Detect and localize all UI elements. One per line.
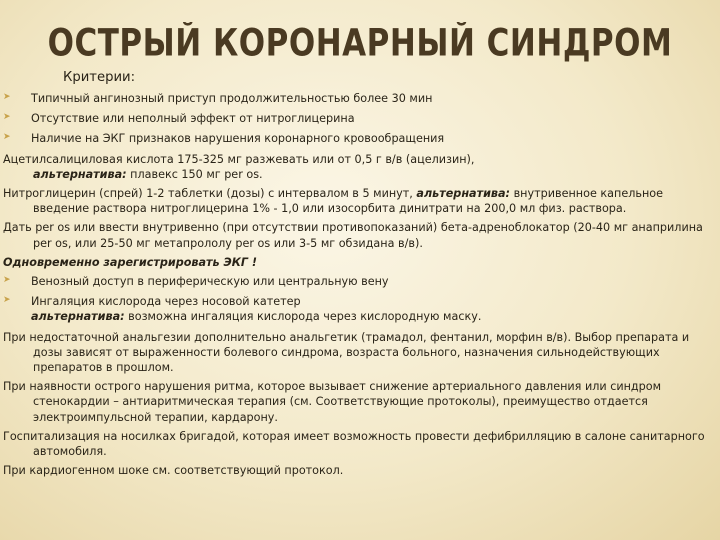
- beta-blocker-paragraph: Дать per os или ввести внутривенно (при отсутствии противопоказаний) бета-адреноблокатор (20-40 мг анаприлина per os, или 25-50 мг метапрололу per os или 3-5 мг обзидана в/в).: [3, 221, 703, 250]
- arrhythmia-paragraph: При наявности острого нарушения ритма, которое вызывает снижение артериального давления или синдром стенокардии – антиаритмическая терапия (см. Соответствующие протоколы), преимущество отдается электроимпульсной терапии, кардарону.: [3, 380, 662, 424]
- bullet-arrow-icon: ➤: [3, 112, 11, 123]
- nitro-alternative-text: внутривенное капельное введение раствора нитроглицерина 1% - 1,0 или изосорбита динитрати на 200,0 мл физ. раствора.: [33, 187, 663, 216]
- criteria-text: Отсутствие или неполный эффект от нитроглицерина: [31, 112, 355, 126]
- hospitalization-paragraph: Госпитализация на носилках бригадой, которая имеет возможность провести дефибрилляцию в салоне санитарного автомобиля.: [3, 429, 705, 459]
- bullet-arrow-icon: ➤: [3, 275, 11, 286]
- bullet-arrow-icon: ➤: [3, 92, 11, 102]
- venous-access-text: Венозный доступ в периферическую или центральную вену: [31, 275, 389, 289]
- aspirin-alternative-text: плавекс 150 мг per os.: [126, 167, 263, 181]
- criteria-text: Типичный ангинозный приступ продолжительностью более 30 мин: [31, 92, 433, 105]
- nitro-paragraph: [3, 186, 712, 216]
- ekg-instruction: Одновременно зарегистрировать ЭКГ !: [3, 255, 257, 269]
- oxygen-text: Ингаляция кислорода через носовой катетер: [31, 295, 301, 309]
- slide-content: [3, 70, 712, 482]
- aspirin-paragraph: [3, 152, 712, 182]
- oxygen-item: [3, 294, 712, 324]
- oxygen-alternative-text: возможна ингаляция кислорода через кислородную маску.: [124, 310, 482, 324]
- oxygen-alternative-label: альтернатива:: [31, 310, 125, 324]
- criteria-item: [3, 131, 712, 146]
- page-title: ОСТРЫЙ КОРОНАРНЫЙ СИНДРОМ: [47, 22, 673, 66]
- analgesia-paragraph: При недостаточной анальгезии дополнительно анальгетик (трамадол, фентанил, морфин в/в). Выбор препарата и дозы зависят от выраженности болевого синдрома, возраста больного, назначения сильнодействующих препаратов в прошлом.: [3, 330, 690, 375]
- aspirin-alternative-label: альтернатива:: [33, 167, 127, 181]
- nitro-alternative-label: альтернатива:: [416, 187, 511, 201]
- criteria-text: Наличие на ЭКГ признаков нарушения коронарного кровообращения: [31, 132, 445, 146]
- aspirin-text: Ацетилсалициловая кислота 175-325 мг разжевать или от 0,5 г в/в (ацелизин),: [3, 152, 475, 166]
- shock-paragraph: При кардиогенном шоке см. соответствующий протокол.: [3, 464, 344, 478]
- bullet-arrow-icon: ➤: [3, 132, 11, 143]
- criteria-item: [3, 111, 712, 126]
- criteria-heading: Критерии:: [63, 70, 136, 85]
- bullet-arrow-icon: ➤: [3, 295, 11, 306]
- access-item: [3, 274, 712, 289]
- nitro-text: Нитроглицерин (спрей) 1-2 таблетки (дозы) с интервалом в 5 минут,: [3, 187, 417, 201]
- criteria-item: [3, 91, 712, 106]
